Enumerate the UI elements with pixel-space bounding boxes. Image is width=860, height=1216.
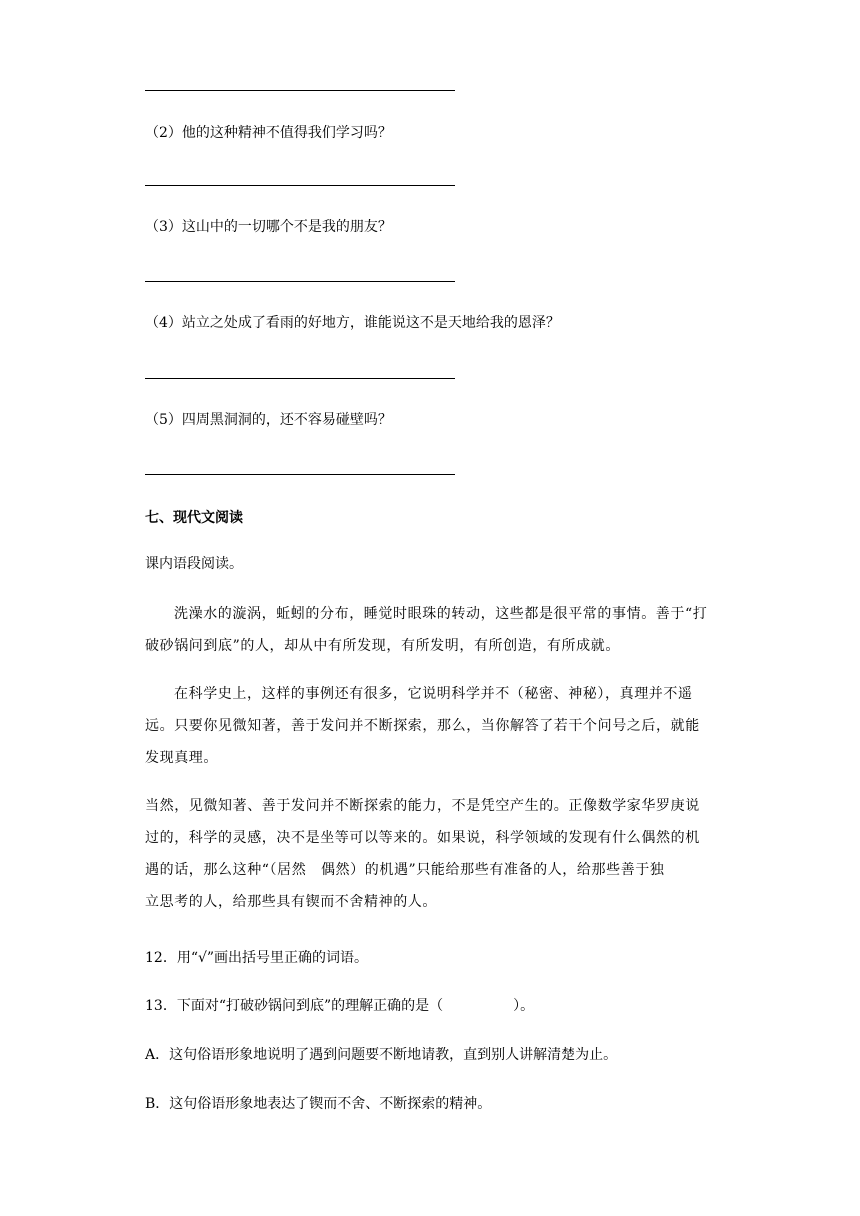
passage-line: 破砂锅问到底”的人，却从中有所发现，有所发明，有所创造，有所成就。 [145,638,620,654]
passage-line: 在科学史上，这样的事例还有很多，它说明科学并不（秘密、神秘），真理并不遥 [174,686,693,702]
passage-line: 遇的话，那么这种“（居然 偶然）的机遇”只能给那些有准备的人，给那些善于独 [145,862,665,878]
question-12: 12．用“√”画出括号里正确的词语。 [145,950,369,966]
answer-line [145,185,455,186]
option-a: A．这句俗语形象地说明了遇到问题要不断地请教，直到别人讲解清楚为止。 [145,1047,618,1063]
answer-line [145,474,455,475]
question-5: （5）四周黑洞洞的，还不容易碰壁吗？ [145,412,392,428]
passage-line: 洗澡水的漩涡，蚯蚓的分布，睡觉时眼珠的转动，这些都是很平常的事情。善于“打 [174,606,708,622]
section-title: 七、现代文阅读 [145,510,243,526]
passage-line: 远。只要你见微知著，善于发问并不断探索，那么，当你解答了若干个问号之后，就能 [145,718,700,734]
passage-line: 当然，见微知著、善于发问并不断探索的能力，不是凭空产生的。正像数学家华罗庚说 [145,798,700,814]
answer-line [145,90,455,91]
passage-line: 发现真理。 [145,750,218,766]
answer-line [145,281,455,282]
question-4: （4）站立之处成了看雨的好地方，谁能说这不是天地给我的恩泽？ [145,315,560,331]
passage-line: 立思考的人，给那些具有锲而不舍精神的人。 [145,894,437,910]
question-13: 13．下面对“打破砂锅问到底”的理解正确的是（ ）。 [145,998,535,1014]
section-intro: 课内语段阅读。 [145,556,243,572]
answer-line [145,378,455,379]
passage-line: 过的，科学的灵感，决不是坐等可以等来的。如果说，科学领域的发现有什么偶然的机 [145,830,700,846]
option-b: B．这句俗语形象地表达了锲而不舍、不断探索的精神。 [145,1096,492,1112]
question-2: （2）他的这种精神不值得我们学习吗？ [145,125,392,141]
question-3: （3）这山中的一切哪个不是我的朋友？ [145,219,392,235]
